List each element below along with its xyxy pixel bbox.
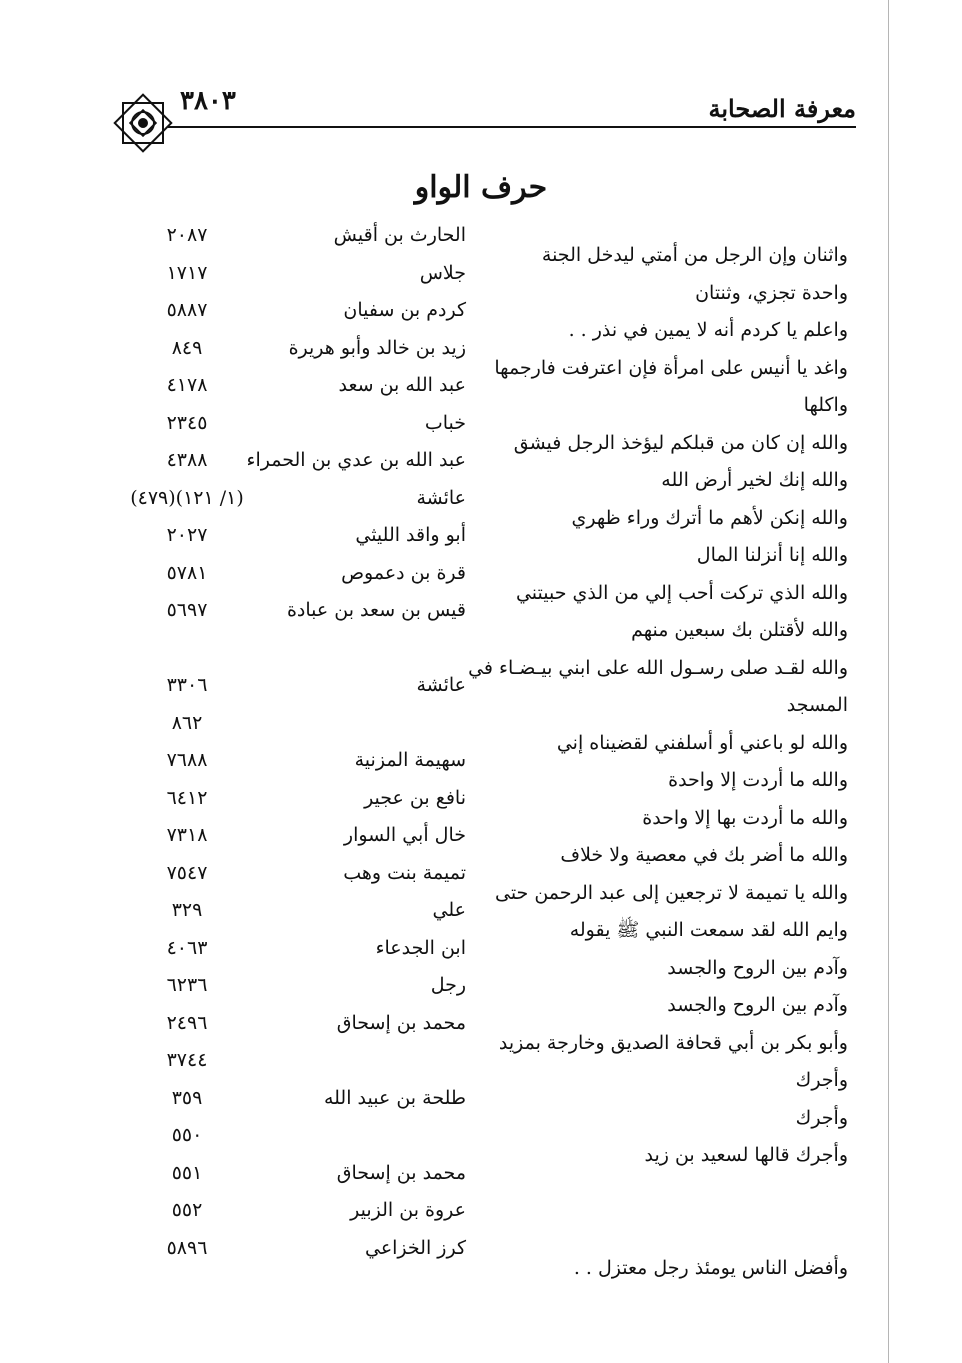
narrator-name: قرة بن دعموص (341, 561, 466, 584)
header-rule (168, 126, 856, 128)
reference-number: ٥٨٩٦ (166, 1236, 208, 1259)
narrator-name: زيد بن خالد وأبو هريرة (288, 336, 466, 359)
hadith-phrase: والله لأقتلن بك سبعين منهم (631, 619, 848, 641)
reference-number: ٧٦٨٨ (166, 749, 208, 771)
reference-number: ٨٤٩ (171, 336, 203, 359)
reference-number: ٧٣١٨ (166, 824, 208, 846)
narrator-name: عائشة (416, 674, 466, 696)
hadith-phrase: والله إن كان من قبلكم ليؤخذ الرجل فيشق (513, 431, 848, 454)
reference-number: ٦٤١٢ (166, 786, 208, 809)
reference-number: ٢٣٤٥ (166, 411, 208, 434)
reference-number: ٣٢٩ (171, 899, 203, 921)
reference-number: ٣٧٤٤ (166, 1049, 208, 1071)
hadith-phrase: والله إنكن لأهم ما أترك وراء ظهري (571, 506, 848, 529)
hadith-phrase: وآدم بين الروح والجسد (667, 956, 848, 979)
reference-number: ٢٠٨٧ (166, 224, 208, 246)
index-row (0, 599, 962, 649)
hadith-phrase: واكلها (803, 394, 848, 416)
book-title: معرفة الصحابة (708, 94, 856, 123)
hadith-phrase: واعلم يا كردم أنه لا يمين في نذر . . (568, 319, 848, 341)
hadith-phrase: والله لقـد صلى رسـول الله على ابني بيـضـاء في (468, 656, 848, 679)
hadith-phrase: والله ما أردت إلا واحدة (668, 769, 848, 791)
narrator-name: رجل (430, 974, 466, 996)
reference-number: ٢٤٩٦ (166, 1011, 208, 1034)
page-number: ٣٨٠٣ (180, 86, 236, 116)
narrator-name: ابن الجدعاء (375, 936, 466, 959)
reference-number: ٥٨٨٧ (166, 299, 208, 321)
hadith-phrase: والله لو باعني أو أسلفني لقضيناه إني (556, 731, 848, 754)
reference-number: ٥٥١ (171, 1161, 203, 1184)
reference-number: (١/ ١٢١)(٤٧٩) (130, 486, 244, 509)
narrator-name: قيس بن سعد بن عبادة (286, 599, 466, 621)
narrator-name: كرز الخزاعي (364, 1236, 466, 1259)
hadith-phrase: والله إنا أنزلنا المال (696, 544, 848, 566)
narrator-name: عروة بن الزبير (350, 1199, 466, 1221)
narrator-name: خباب (424, 411, 466, 434)
narrator-name: الحارث بن أقيش (333, 224, 466, 246)
narrator-name: نافع بن عجير (364, 786, 466, 809)
hadith-phrase: واثنان وإن الرجل من أمتي ليدخل الجنة (541, 244, 848, 266)
hadith-phrase: وأجرك قالها لسعيد بن زيد (644, 1144, 848, 1166)
narrator-name: أبو واقد الليثي (355, 524, 466, 546)
hadith-phrase: والله ما أضر بك في معصية ولا خلاف (560, 844, 848, 866)
hadith-phrase: واغد يا أنيس على امرأة فإن اعترفت فارجمها (494, 356, 848, 379)
reference-number: ١٧١٧ (166, 261, 208, 284)
index-row (0, 1236, 962, 1287)
reference-number: ٤٠٦٣ (166, 936, 208, 959)
hadith-phrase: وأجرك (795, 1106, 848, 1129)
reference-number: ٥٥٢ (171, 1199, 203, 1221)
hadith-phrase: وآدم بين الروح والجسد (667, 994, 848, 1016)
hadith-phrase: واحدة تجزي، وثنتان (695, 281, 848, 304)
ornament-icon (108, 88, 178, 158)
reference-number: ٨٦٢ (171, 711, 203, 734)
reference-number: ٥٦٩٧ (166, 599, 208, 621)
hadith-phrase: المسجد (786, 694, 848, 716)
reference-number: ٢٠٢٧ (166, 524, 208, 546)
reference-number: ٣٣٠٦ (166, 674, 208, 696)
hadith-phrase: والله الذي تركت أحب إلي من الذي حبيتني (515, 581, 848, 604)
hadith-phrase: وأجرك (795, 1069, 848, 1091)
narrator-name: خال أبي السوار (343, 824, 466, 846)
reference-number: ٧٥٤٧ (166, 861, 208, 884)
narrator-name: عبد الله بن عدي بن الحمراء (246, 449, 466, 471)
narrator-name: كردم بن سفيان (343, 299, 466, 321)
hadith-phrase: والله إنك لخير أرض الله (661, 469, 848, 491)
narrator-name: طلحة بن عبيد الله (323, 1086, 466, 1109)
hadith-phrase: والله ما أردت بها إلا واحدة (642, 806, 848, 829)
narrator-name: علي (432, 899, 466, 921)
hadith-phrase: وأبو بكر بن أبي قحافة الصديق وخارجة بمزيد (498, 1031, 848, 1054)
reference-number: ٣٥٩ (171, 1086, 203, 1109)
narrator-name: عبد الله بن سعد (338, 374, 466, 396)
hadith-phrase: والله يا تميمة لا ترجعين إلى عبد الرحمن حتى (494, 881, 848, 904)
narrator-name: جلاس (419, 261, 466, 284)
narrator-name: محمد بن إسحاق (336, 1161, 466, 1184)
narrator-name: تميمة بنت وهب (343, 861, 466, 884)
reference-number: ٤٣٨٨ (166, 449, 208, 471)
narrator-name: عائشة (416, 486, 466, 509)
hadith-phrase: وايم الله لقد سمعت النبي ﷺ يقوله (569, 919, 848, 941)
hadith-phrase: وأفضل الناس يومئذ رجل معتزل . . (573, 1256, 848, 1279)
reference-number: ٤١٧٨ (166, 374, 208, 396)
reference-number: ٦٢٣٦ (166, 974, 208, 996)
section-title: حرف الواو (414, 170, 548, 205)
reference-number: ٥٥٠ (171, 1124, 203, 1146)
reference-number: ٥٧٨١ (166, 561, 208, 584)
running-header (108, 82, 856, 162)
narrator-name: محمد بن إسحاق (336, 1011, 466, 1034)
narrator-name: سهيمة المزنية (354, 749, 466, 771)
